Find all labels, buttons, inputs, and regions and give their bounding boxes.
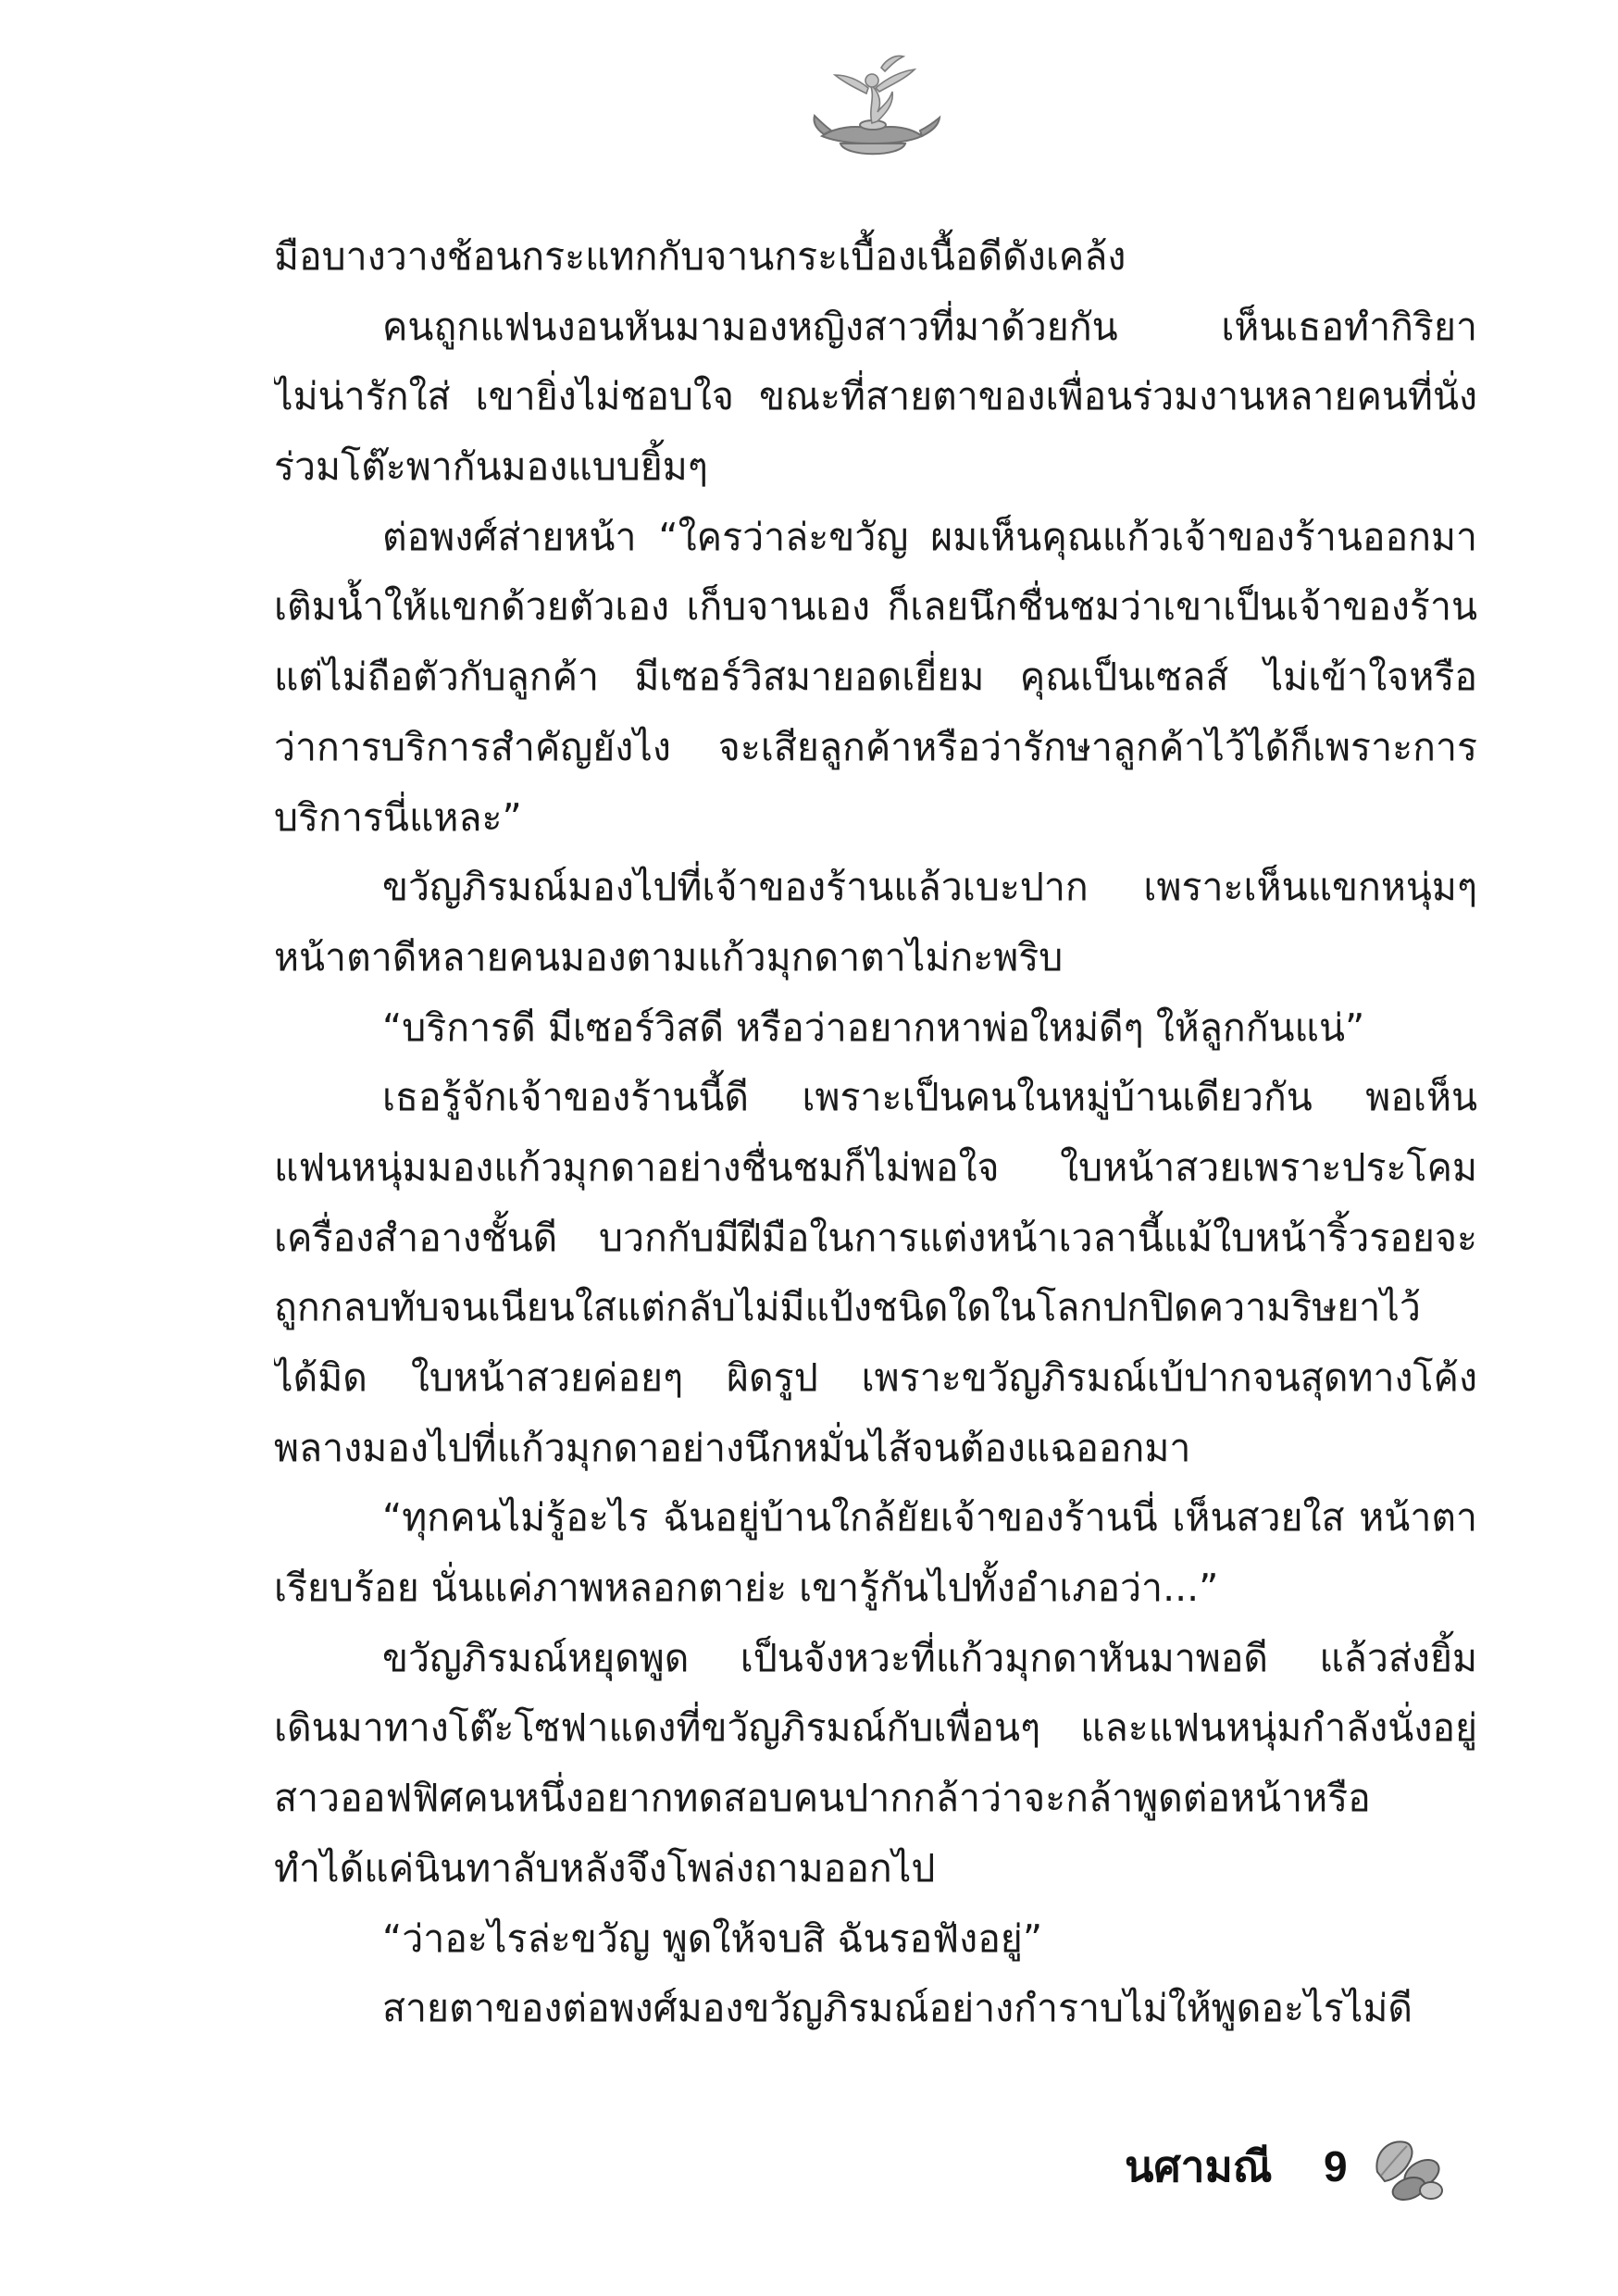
text-line: บริการนี่แหละ” bbox=[274, 794, 522, 840]
author-name: นศามณี bbox=[1125, 2141, 1273, 2191]
text-line: ต่อพงศ์ส่ายหน้า “ใครว่าล่ะขวัญ ผมเห็นคุณแก้วเจ้าของร้านออกมา bbox=[382, 514, 1477, 559]
text-line: เดินมาทางโต๊ะโซฟาแดงที่ขวัญภิรมณ์กับเพื่อนๆ และแฟนหนุ่มกำลังนั่งอยู่ bbox=[274, 1705, 1477, 1751]
text-line: ขวัญภิรมณ์หยุดพูด เป็นจังหวะที่แก้วมุกดาหันมาพอดี แล้วส่งยิ้ม bbox=[382, 1635, 1477, 1680]
text-line: “บริการดี มีเซอร์วิสดี หรือว่าอยากหาพ่อใหม่ดีๆ ให้ลูกกันแน่” bbox=[382, 1004, 1365, 1050]
text-line: แฟนหนุ่มมองแก้วมุกดาอย่างชื่นชมก็ไม่พอใจ ใบหน้าสวยเพราะประโคม bbox=[274, 1144, 1477, 1190]
text-line: หน้าตาดีหลายคนมองตามแก้วมุกดาตาไม่กะพริบ bbox=[274, 934, 1064, 980]
text-line: “ว่าอะไรล่ะขวัญ พูดให้จบสิ ฉันรอฟังอยู่” bbox=[382, 1915, 1043, 1961]
text-line: มือบางวางช้อนกระแทกกับจานกระเบื้องเนื้อดีดังเคล้ง bbox=[274, 234, 1126, 279]
text-line: เรียบร้อย นั่นแค่ภาพหลอกตาย่ะ เขารู้กันไปทั้งอำเภอว่า...” bbox=[274, 1566, 1219, 1611]
text-line: ว่าการบริการสำคัญยังไง จะเสียลูกค้าหรือว่ารักษาลูกค้าไว้ได้ก็เพราะการ bbox=[274, 724, 1477, 769]
page-number: 9 bbox=[1324, 2142, 1348, 2190]
text-line: สายตาของต่อพงศ์มองขวัญภิรมณ์อย่างกำราบไม่ให้พูดอะไรไม่ดี bbox=[382, 1986, 1413, 2031]
text-line: ได้มิด ใบหน้าสวยค่อยๆ ผิดรูป เพราะขวัญภิรมณ์เบ้ปากจนสุดทางโค้ง bbox=[274, 1355, 1477, 1400]
text-line: “ทุกคนไม่รู้อะไร ฉันอยู่บ้านใกล้ยัยเจ้าของร้านนี่ เห็นสวยใส หน้าตา bbox=[382, 1495, 1477, 1541]
text-line: เครื่องสำอางชั้นดี บวกกับมีฝีมือในการแต่งหน้าเวลานี้แม้ใบหน้าริ้วรอยจะ bbox=[274, 1215, 1477, 1260]
text-line: ทำได้แค่นินทาลับหลังจึงโพล่งถามออกไป bbox=[274, 1845, 936, 1890]
text-line: พลางมองไปที่แก้วมุกดาอย่างนึกหมั่นไส้จนต้องแฉออกมา bbox=[274, 1425, 1191, 1470]
text-line: เธอรู้จักเจ้าของร้านนี้ดี เพราะเป็นคนในหมู่บ้านเดียวกัน พอเห็น bbox=[382, 1075, 1477, 1120]
text-line: เติมน้ำให้แขกด้วยตัวเอง เก็บจานเอง ก็เลยนึกชื่นชมว่าเขาเป็นเจ้าของร้าน bbox=[274, 584, 1477, 630]
body-text bbox=[274, 222, 1477, 2044]
page-footer bbox=[0, 2111, 1618, 2222]
peanut-leaf-icon bbox=[1368, 2126, 1451, 2209]
genie-lamp-fairy-icon bbox=[803, 51, 942, 171]
text-line: ร่วมโต๊ะพากันมองแบบยิ้มๆ bbox=[274, 444, 708, 490]
text-line: ถูกกลบทับจนเนียนใสแต่กลับไม่มีแป้งชนิดใดในโลกปกปิดความริษยาไว้ bbox=[274, 1285, 1421, 1330]
text-line: คนถูกแฟนงอนหันมามองหญิงสาวที่มาด้วยกัน เห็นเธอทำกิริยา bbox=[382, 304, 1477, 349]
text-line: สาวออฟฟิศคนหนึ่งอยากทดสอบคนปากกล้าว่าจะกล้าพูดต่อหน้าหรือ bbox=[274, 1776, 1371, 1821]
text-line: ขวัญภิรมณ์มองไปที่เจ้าของร้านแล้วเบะปาก เพราะเห็นแขกหนุ่มๆ bbox=[382, 865, 1477, 910]
text-line: ไม่น่ารักใส่ เขายิ่งไม่ชอบใจ ขณะที่สายตาของเพื่อนร่วมงานหลายคนที่นั่ง bbox=[274, 374, 1477, 419]
text-line: แต่ไม่ถือตัวกับลูกค้า มีเซอร์วิสมายอดเยี่ยม คุณเป็นเซลส์ ไม่เข้าใจหรือ bbox=[274, 655, 1477, 700]
